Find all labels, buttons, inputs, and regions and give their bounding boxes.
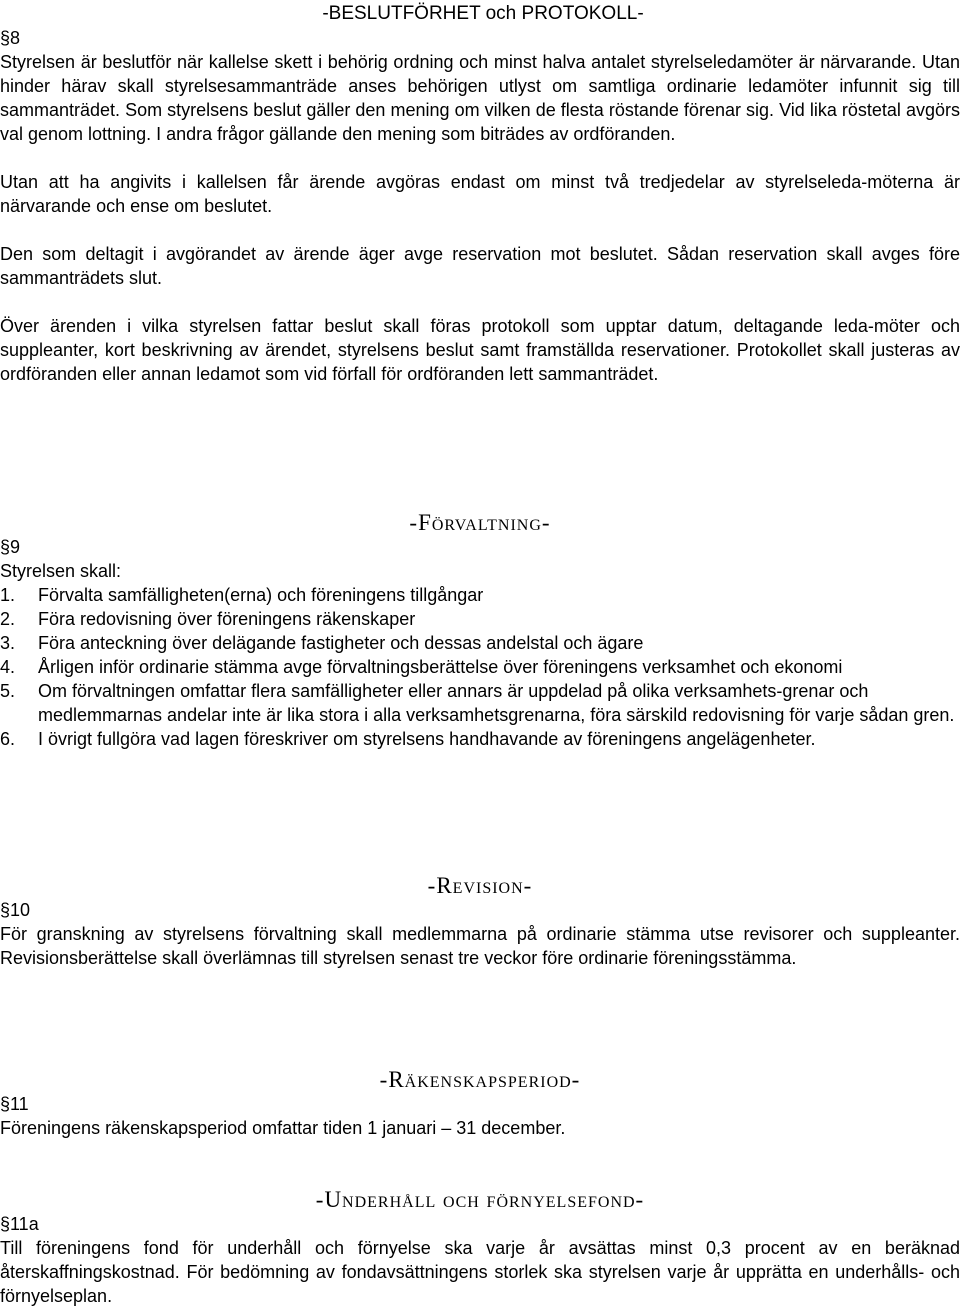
section-11-number: §11 xyxy=(0,1094,29,1114)
list-item-number: 1. xyxy=(0,585,16,605)
section-10-heading: -Revision- xyxy=(427,873,533,898)
list-item xyxy=(0,583,960,607)
list-item-number: 3. xyxy=(0,633,16,653)
list-item-text: I övrigt fullgöra vad lagen föreskriver om styrelsens handhavande av föreningens angelägenheter. xyxy=(38,729,816,749)
section-10-number: §10 xyxy=(0,900,31,920)
list-item xyxy=(0,655,960,679)
list-item-text: Föra anteckning över delägande fastigheter och dessas andelstal och ägare xyxy=(38,633,644,653)
section-8-heading: -BESLUTFÖRHET och PROTOKOLL- xyxy=(322,3,644,24)
section-11a xyxy=(0,1212,960,1308)
section-9-list xyxy=(0,583,960,751)
list-item-number: 6. xyxy=(0,729,16,749)
section-11 xyxy=(0,1092,960,1140)
section-9-heading: -Förvaltning- xyxy=(409,510,551,535)
section-9-number: §9 xyxy=(0,537,21,557)
section-10-text: För granskning av styrelsens förvaltning skall medlemmarna på ordinarie stämma utse revisorer och suppleanter. Revisionsberättelse skall överlämnas till styrelsen senast tre veckor före ordinarie föreningsstämma. xyxy=(0,924,960,968)
list-item-number: 5. xyxy=(0,681,16,701)
section-11a-heading: -Underhåll och förnyelsefond- xyxy=(315,1187,645,1212)
section-10 xyxy=(0,898,960,970)
list-item xyxy=(0,679,960,727)
section-11a-number: §11a xyxy=(0,1214,39,1234)
section-8-paragraph-1: Styrelsen är beslutför när kallelse skett i behörig ordning och minst halva antalet styrelseledamöter är närvarande. Utan hinder härav skall styrelsesammanträde anses behörigen utlyst om samtliga ordinarie ledamöter infunnit sig till sammanträdet. Som styrelsens beslut gäller den mening om vilken de flesta röstande förenar sig. Vid lika röstetal avgörs val genom lottning. I andra frågor gällande den mening som biträdes av ordföranden. xyxy=(0,52,960,144)
section-8-paragraph-3: Den som deltagit i avgörandet av ärende äger avge reservation mot beslutet. Sådan reservation skall avges före sammanträdets slut. xyxy=(0,244,960,288)
section-8-paragraph-4: Över ärenden i vilka styrelsen fattar beslut skall föras protokoll som upptar datum, deltagande leda-möter och suppleanter, kort beskrivning av ärendet, styrelsens beslut samt framställda reservationer. Protokollet skall justeras av ordföranden eller annan ledamot som vid förfall för ordföranden lett sammanträdet. xyxy=(0,316,960,384)
list-item xyxy=(0,607,960,631)
section-9 xyxy=(0,535,960,751)
list-item-number: 2. xyxy=(0,609,16,629)
list-item xyxy=(0,631,960,655)
list-item-text: Förvalta samfälligheten(erna) och föreningens tillgångar xyxy=(38,585,484,605)
section-11-text: Föreningens räkenskapsperiod omfattar tiden 1 januari – 31 december. xyxy=(0,1118,566,1138)
section-8 xyxy=(0,2,960,386)
list-item xyxy=(0,727,960,751)
section-8-number: §8 xyxy=(0,28,21,48)
section-11-heading: -Räkenskapsperiod- xyxy=(379,1067,581,1092)
list-item-text: Föra redovisning över föreningens räkenskaper xyxy=(38,609,416,629)
list-item-text: Om förvaltningen omfattar flera samfälligheter eller annars är uppdelad på olika verksamhets-grenar och medlemmarnas andelar inte är lika stora i alla verksamhetsgrenarna, föra särskild redovisning för varje sådan gren. xyxy=(38,681,955,725)
section-8-paragraph-2: Utan att ha angivits i kallelsen får ärende avgöras endast om minst två tredjedelar av styrelseleda-möterna är närvarande och ense om beslutet. xyxy=(0,172,960,216)
section-11a-text: Till föreningens fond för underhåll och förnyelse ska varje år avsättas minst 0,3 procent av en beräknad återskaffningskostnad. För bedömning av fondavsättningens storlek ska styrelsen varje år upprätta en underhålls- och förnyelseplan. xyxy=(0,1238,960,1306)
section-9-intro: Styrelsen skall: xyxy=(0,561,122,581)
list-item-number: 4. xyxy=(0,657,16,677)
list-item-text: Årligen inför ordinarie stämma avge förvaltningsberättelse över föreningens verksamhet och ekonomi xyxy=(38,657,843,677)
